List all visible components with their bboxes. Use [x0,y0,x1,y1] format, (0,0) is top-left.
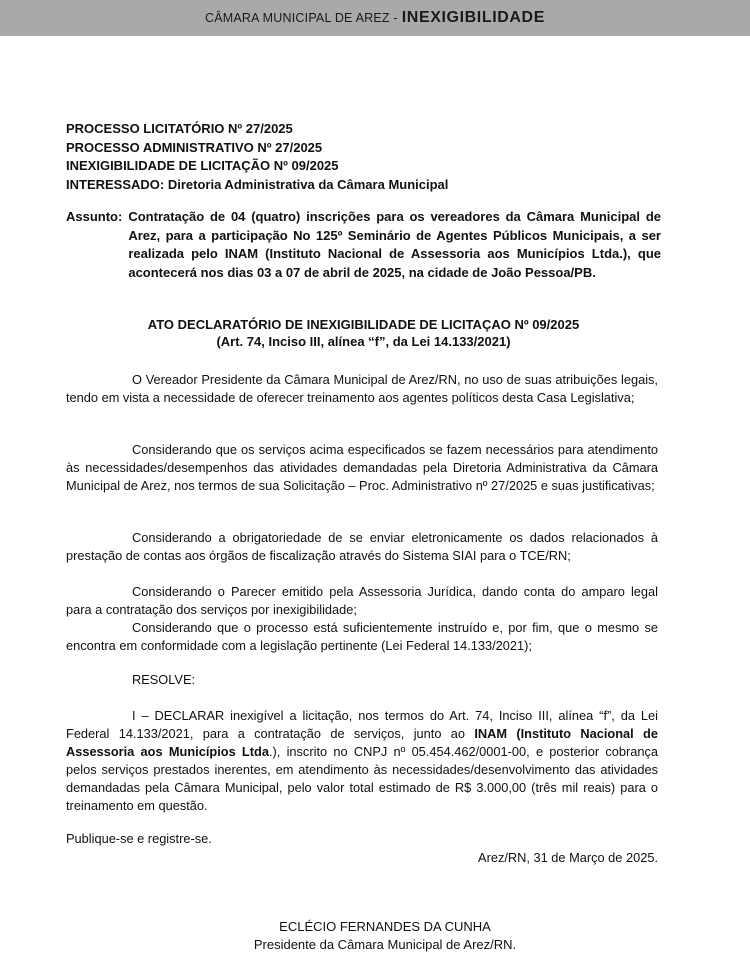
process-licitatorio: PROCESSO LICITATÓRIO Nº 27/2025 [66,121,293,136]
inexigibilidade-number: INEXIGIBILIDADE DE LICITAÇÃO Nº 09/2025 [66,158,339,173]
header-prefix: CÂMARA MUNICIPAL DE AREZ - [205,11,398,25]
paragraph-preamble: O Vereador Presidente da Câmara Municipal de Arez/RN, no uso de suas atribuições legais, tendo em vista a necessidade de oferecer treinamento aos agentes políticos desta Casa Legislativa; [66,372,658,405]
paragraph-declarar [66,707,658,815]
act-title: ATO DECLARATÓRIO DE INEXIGIBILIDADE DE LICITAÇAO Nº 09/2025 [147,317,580,332]
subject-block [66,208,661,282]
act-subtitle: (Art. 74, Inciso III, alínea “f”, da Lei 14.133/2021) [216,334,511,349]
signer-role: Presidente da Câmara Municipal de Arez/RN. [253,937,517,952]
paragraph-considerando-3: Considerando o Parecer emitido pela Assessoria Jurídica, dando conta do amparo legal para a contratação dos serviços por inexigibilidade; [66,584,658,617]
subject-label: Assunto: [66,209,123,224]
paragraph-considerando-1: Considerando que os serviços acima especificados se fazem necessários para atendimento às necessidades/desempenhos das atividades demandadas pela Diretoria Administrativa da Câmara Municipal de Arez, nos termos de sua Solicitação – Proc. Administrativo nº 27/2025 e suas justificativas; [66,442,658,493]
paragraph-considerando-2: Considerando a obrigatoriedade de se enviar eletronicamente os dados relacionados à prestação de contas aos órgãos de fiscalização através do Sistema SIAI para o TCE/RN; [66,530,658,563]
process-info [66,120,686,194]
document-header-bar [0,0,750,36]
interessado-value: Diretoria Administrativa da Câmara Municipal [164,176,449,192]
date-place: Arez/RN, 31 de Março de 2025. [478,850,658,865]
declarar-text-1: I – DECLARAR inexigível a licitação, nos termos do Art. 74, Inciso III, alínea “f”, da Lei Federal 14.133/2021, para a contratação de serviços, junto ao [66,708,658,741]
signature-block [200,918,570,954]
subject-text: Contratação de 04 (quatro) inscrições para os vereadores da Câmara Municipal de Arez, para a participação No 125º Seminário de Agentes Públicos Municipais, a ser realizada pelo INAM (Instituto Nacional de Assessoria aos Municípios Ltda.), que acontecerá nos dias 03 a 07 de abril de 2025, na cidade de João Pessoa/PB. [128,209,661,280]
process-administrativo: PROCESSO ADMINISTRATIVO Nº 27/2025 [66,139,323,155]
header-title: INEXIGIBILIDADE [401,9,545,26]
signer-name: ECLÉCIO FERNANDES DA CUNHA [279,919,491,934]
interessado-line [66,176,686,195]
interessado-label: INTERESSADO: [66,176,165,192]
resolve-heading: RESOLVE: [132,672,196,687]
publish-note: Publique-se e registre-se. [66,831,212,846]
declarar-company: INAM (Instituto Nacional de Assessoria aos Municípios Ltda [66,726,658,759]
declarar-text-2: .), inscrito no CNPJ nº 05.454.462/0001-00, e posterior cobrança pelos serviços prestados inerentes, em atendimento às necessidades/desenvolvimento das atividades demandadas pela Câmara Municipal, pelo valor total estimado de R$ 3.000,00 (três mil reais) para o treinamento em questão. [66,744,658,813]
paragraph-considerando-4: Considerando que o processo está suficientemente instruído e, por fim, que o mesmo se encontra em conformidade com a legislação pertinente (Lei Federal 14.133/2021); [66,620,658,653]
act-title-block [66,316,661,350]
